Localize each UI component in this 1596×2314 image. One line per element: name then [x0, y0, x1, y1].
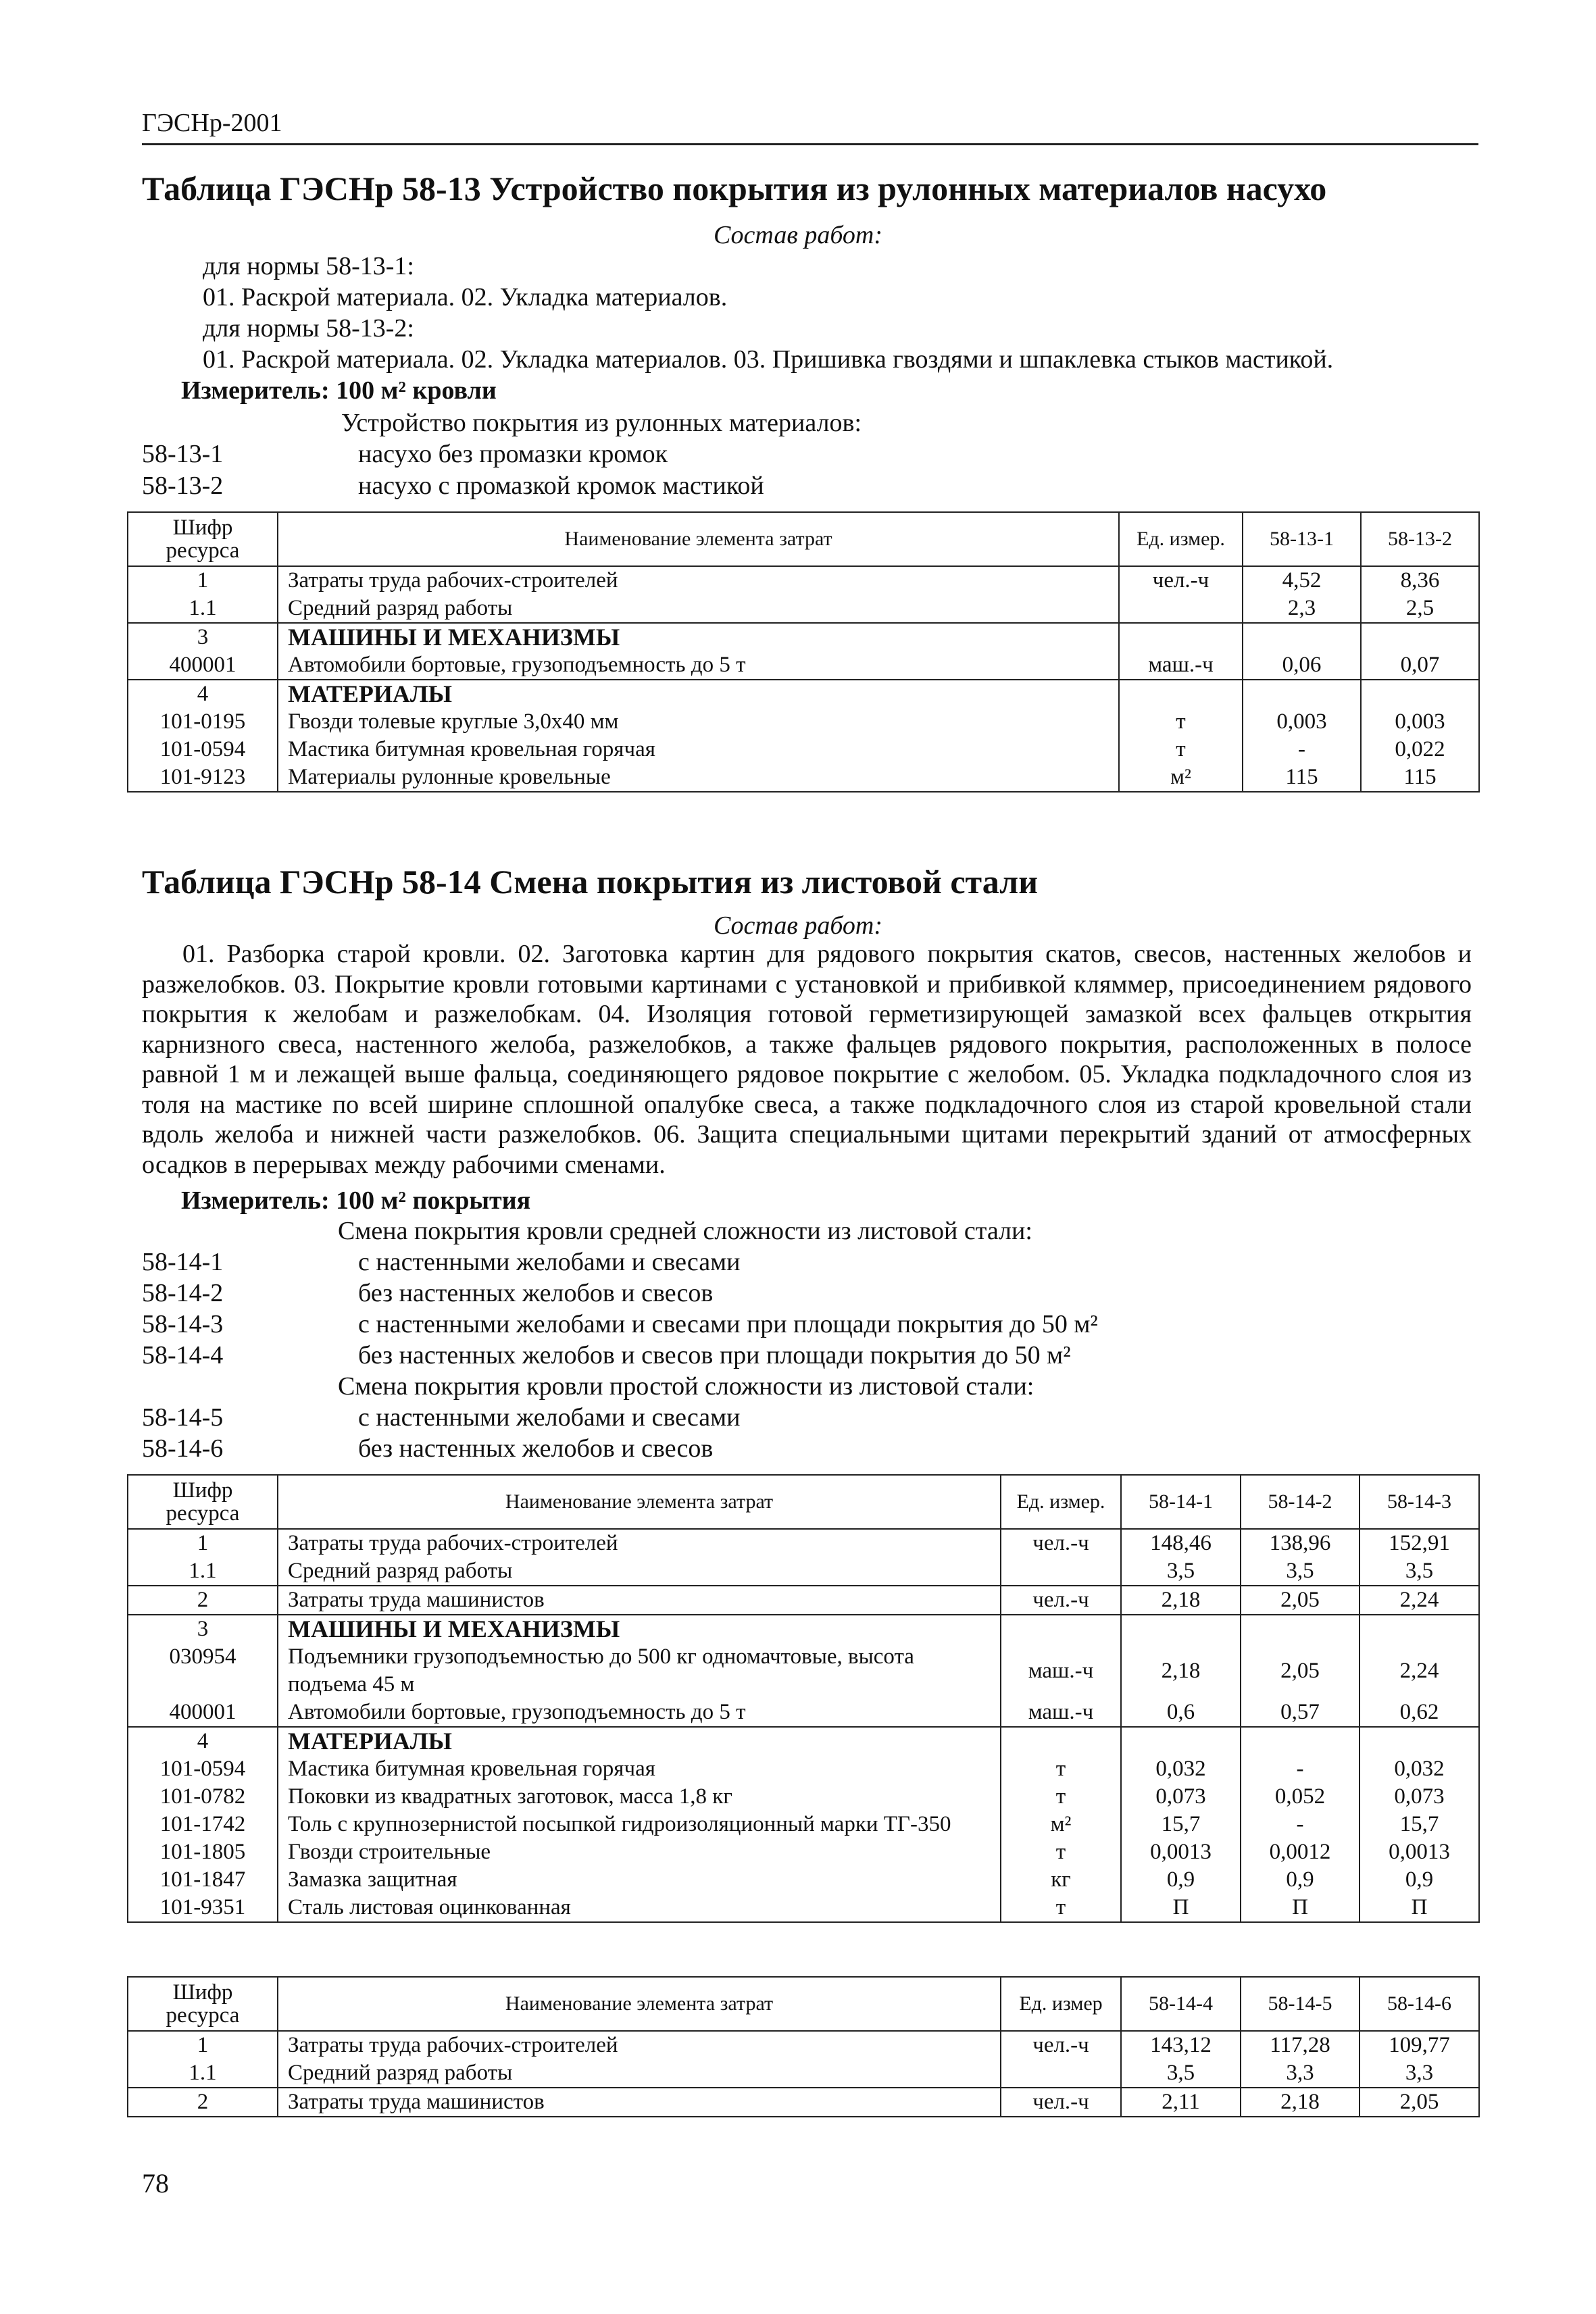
norm-code: 58-14-6 [142, 1434, 224, 1463]
col-header-resource-code: Шифр ресурса [128, 512, 278, 566]
work-composition-label: Состав работ: [713, 221, 883, 249]
col-header-norm: 58-13-2 [1361, 512, 1479, 566]
table-row-section: 3 МАШИНЫ И МЕХАНИЗМЫ [128, 623, 1479, 651]
work-composition-label: Состав работ: [713, 911, 883, 940]
norm-code: 58-14-2 [142, 1279, 224, 1307]
col-header-norm: 58-13-1 [1243, 512, 1361, 566]
work-line: для нормы 58-13-1: [203, 252, 414, 280]
page-number: 78 [142, 2168, 169, 2198]
table-row: 101-1742 Толь с крупнозернистой посыпкой гидроизоляционный марки ТГ-350 м² 15,7 - 15,7 [128, 1811, 1479, 1838]
norms-intro: Смена покрытия кровли средней сложности из листовой стали: [338, 1217, 1032, 1245]
norm-desc: с настенными желобами и свесами [358, 1248, 741, 1276]
col-header-norm: 58-14-6 [1360, 1977, 1479, 2031]
table-row: 1 Затраты труда рабочих-строителей чел.-ч 143,12 117,28 109,77 [128, 2031, 1479, 2059]
table-row: 101-0195 Гвозди толевые круглые 3,0х40 мм т 0,003 0,003 [128, 708, 1479, 736]
norm-code: 58-13-1 [142, 440, 224, 468]
work-line: 01. Раскрой материала. 02. Укладка материалов. 03. Пришивка гвоздями и шпаклевка стыков мастикой. [203, 345, 1334, 374]
norm-code: 58-13-2 [142, 472, 224, 500]
norms-intro: Смена покрытия кровли простой сложности из листовой стали: [338, 1372, 1034, 1401]
norm-desc: насухо без промазки кромок [358, 440, 668, 468]
norm-desc: без настенных желобов и свесов при площади покрытия до 50 м² [358, 1341, 1071, 1369]
norm-desc: насухо с промазкой кромок мастикой [358, 472, 764, 500]
resource-table-58-14-a [127, 1474, 1480, 1923]
table-row-section: 4 МАТЕРИАЛЫ [128, 1727, 1479, 1755]
table-row: 1 Затраты труда рабочих-строителей чел.-ч 148,46 138,96 152,91 [128, 1529, 1479, 1557]
col-header-unit: Ед. измер [1001, 1977, 1121, 2031]
table-58-14-title: Таблица ГЭСНр 58-14 Смена покрытия из листовой стали [142, 863, 1039, 901]
col-header-norm: 58-14-2 [1241, 1475, 1360, 1529]
resource-table-58-14-b [127, 1976, 1480, 2117]
table-row: 1 Затраты труда рабочих-строителей чел.-ч 4,52 8,36 [128, 566, 1479, 595]
norm-code: 58-14-4 [142, 1341, 224, 1369]
norm-code: 58-14-5 [142, 1403, 224, 1432]
table-row: 2 Затраты труда машинистов чел.-ч 2,11 2,18 2,05 [128, 2088, 1479, 2117]
table-row: 101-1805 Гвозди строительные т 0,0013 0,0012 0,0013 [128, 1838, 1479, 1866]
table-row: 101-0594 Мастика битумная кровельная горячая т 0,032 - 0,032 [128, 1755, 1479, 1783]
col-header-norm: 58-14-5 [1241, 1977, 1360, 2031]
header-rule [142, 143, 1478, 145]
col-header-unit: Ед. измер. [1119, 512, 1243, 566]
table-row-section: 4 МАТЕРИАЛЫ [128, 680, 1479, 708]
col-header-norm: 58-14-4 [1121, 1977, 1241, 2031]
table-row: 101-0782 Поковки из квадратных заготовок, масса 1,8 кг т 0,073 0,052 0,073 [128, 1783, 1479, 1811]
table-row: 101-9123 Материалы рулонные кровельные м² 115 115 [128, 763, 1479, 792]
norm-code: 58-14-3 [142, 1310, 224, 1338]
running-header: ГЭСНр-2001 [142, 109, 282, 137]
col-header-norm: 58-14-3 [1360, 1475, 1479, 1529]
table-row: 2 Затраты труда машинистов чел.-ч 2,18 2,05 2,24 [128, 1586, 1479, 1615]
work-line: для нормы 58-13-2: [203, 314, 414, 343]
col-header-name: Наименование элемента затрат [278, 1475, 1001, 1529]
work-composition-text: 01. Разборка старой кровли. 02. Заготовка картин для рядового покрытия скатов, свесов, настенных желобов и разжелобков. 03. Покрытие кровли готовыми картинами с установкой и прибивкой кляммер, присоединением рядового покрытия к желобам и разжелобкам. 04. Изоляция готовой герметизирующей замазкой всех фальцев открытия карнизного свеса, настенного желоба, разжелобков, а также фальцев рядового покрытия, расположенных в полосе равной 1 м и лежащей выше фальца, соединяющего рядовое покрытие с желобом. 05. Укладка подкладочного слоя из толя на мастике по всей ширине сплошной опалубке свеса, а также подкладочного слоя из старой кровельной стали вдоль желоба и нижней части разжелобков. 06. Защита специальными щитами перекрытий зданий от атмосферных осадков в перерывах между рабочими сменами. [142, 940, 1472, 1179]
table-row: 400001 Автомобили бортовые, грузоподъемность до 5 т маш.-ч 0,6 0,57 0,62 [128, 1699, 1479, 1727]
table-row: 1.1 Средний разряд работы 2,3 2,5 [128, 595, 1479, 623]
table-row: 101-9351 Сталь листовая оцинкованная т П П П [128, 1894, 1479, 1922]
col-header-name: Наименование элемента затрат [278, 512, 1119, 566]
resource-table-58-13 [127, 511, 1480, 793]
table-58-13-title: Таблица ГЭСНр 58-13 Устройство покрытия из рулонных материалов насухо [142, 170, 1327, 207]
table-row: 400001 Автомобили бортовые, грузоподъемность до 5 т маш.-ч 0,06 0,07 [128, 651, 1479, 680]
table-row: 101-1847 Замазка защитная кг 0,9 0,9 0,9 [128, 1866, 1479, 1894]
norm-desc: с настенными желобами и свесами [358, 1403, 741, 1432]
col-header-resource-code: Шифр ресурса [128, 1475, 278, 1529]
col-header-resource-code: Шифр ресурса [128, 1977, 278, 2031]
norm-desc: с настенными желобами и свесами при площади покрытия до 50 м² [358, 1310, 1098, 1338]
table-row: 1.1 Средний разряд работы 3,5 3,5 3,5 [128, 1557, 1479, 1586]
table-row: 030954 Подъемники грузоподъемностью до 500 кг одномачтовые, высота подъема 45 м маш.-ч 2,18 2,05 2,24 [128, 1643, 1479, 1699]
norm-desc: без настенных желобов и свесов [358, 1434, 714, 1463]
col-header-name: Наименование элемента затрат [278, 1977, 1001, 2031]
table-row: 1.1 Средний разряд работы 3,5 3,3 3,3 [128, 2059, 1479, 2088]
meter-label: Измеритель: 100 м² покрытия [181, 1186, 531, 1215]
meter-label: Измеритель: 100 м² кровли [181, 376, 497, 405]
table-row-section: 3 МАШИНЫ И МЕХАНИЗМЫ [128, 1615, 1479, 1643]
table-row: 101-0594 Мастика битумная кровельная горячая т - 0,022 [128, 736, 1479, 763]
norms-intro: Устройство покрытия из рулонных материалов: [341, 409, 862, 437]
work-line: 01. Раскрой материала. 02. Укладка материалов. [203, 283, 728, 311]
col-header-norm: 58-14-1 [1121, 1475, 1241, 1529]
norm-code: 58-14-1 [142, 1248, 224, 1276]
norm-desc: без настенных желобов и свесов [358, 1279, 714, 1307]
col-header-unit: Ед. измер. [1001, 1475, 1121, 1529]
